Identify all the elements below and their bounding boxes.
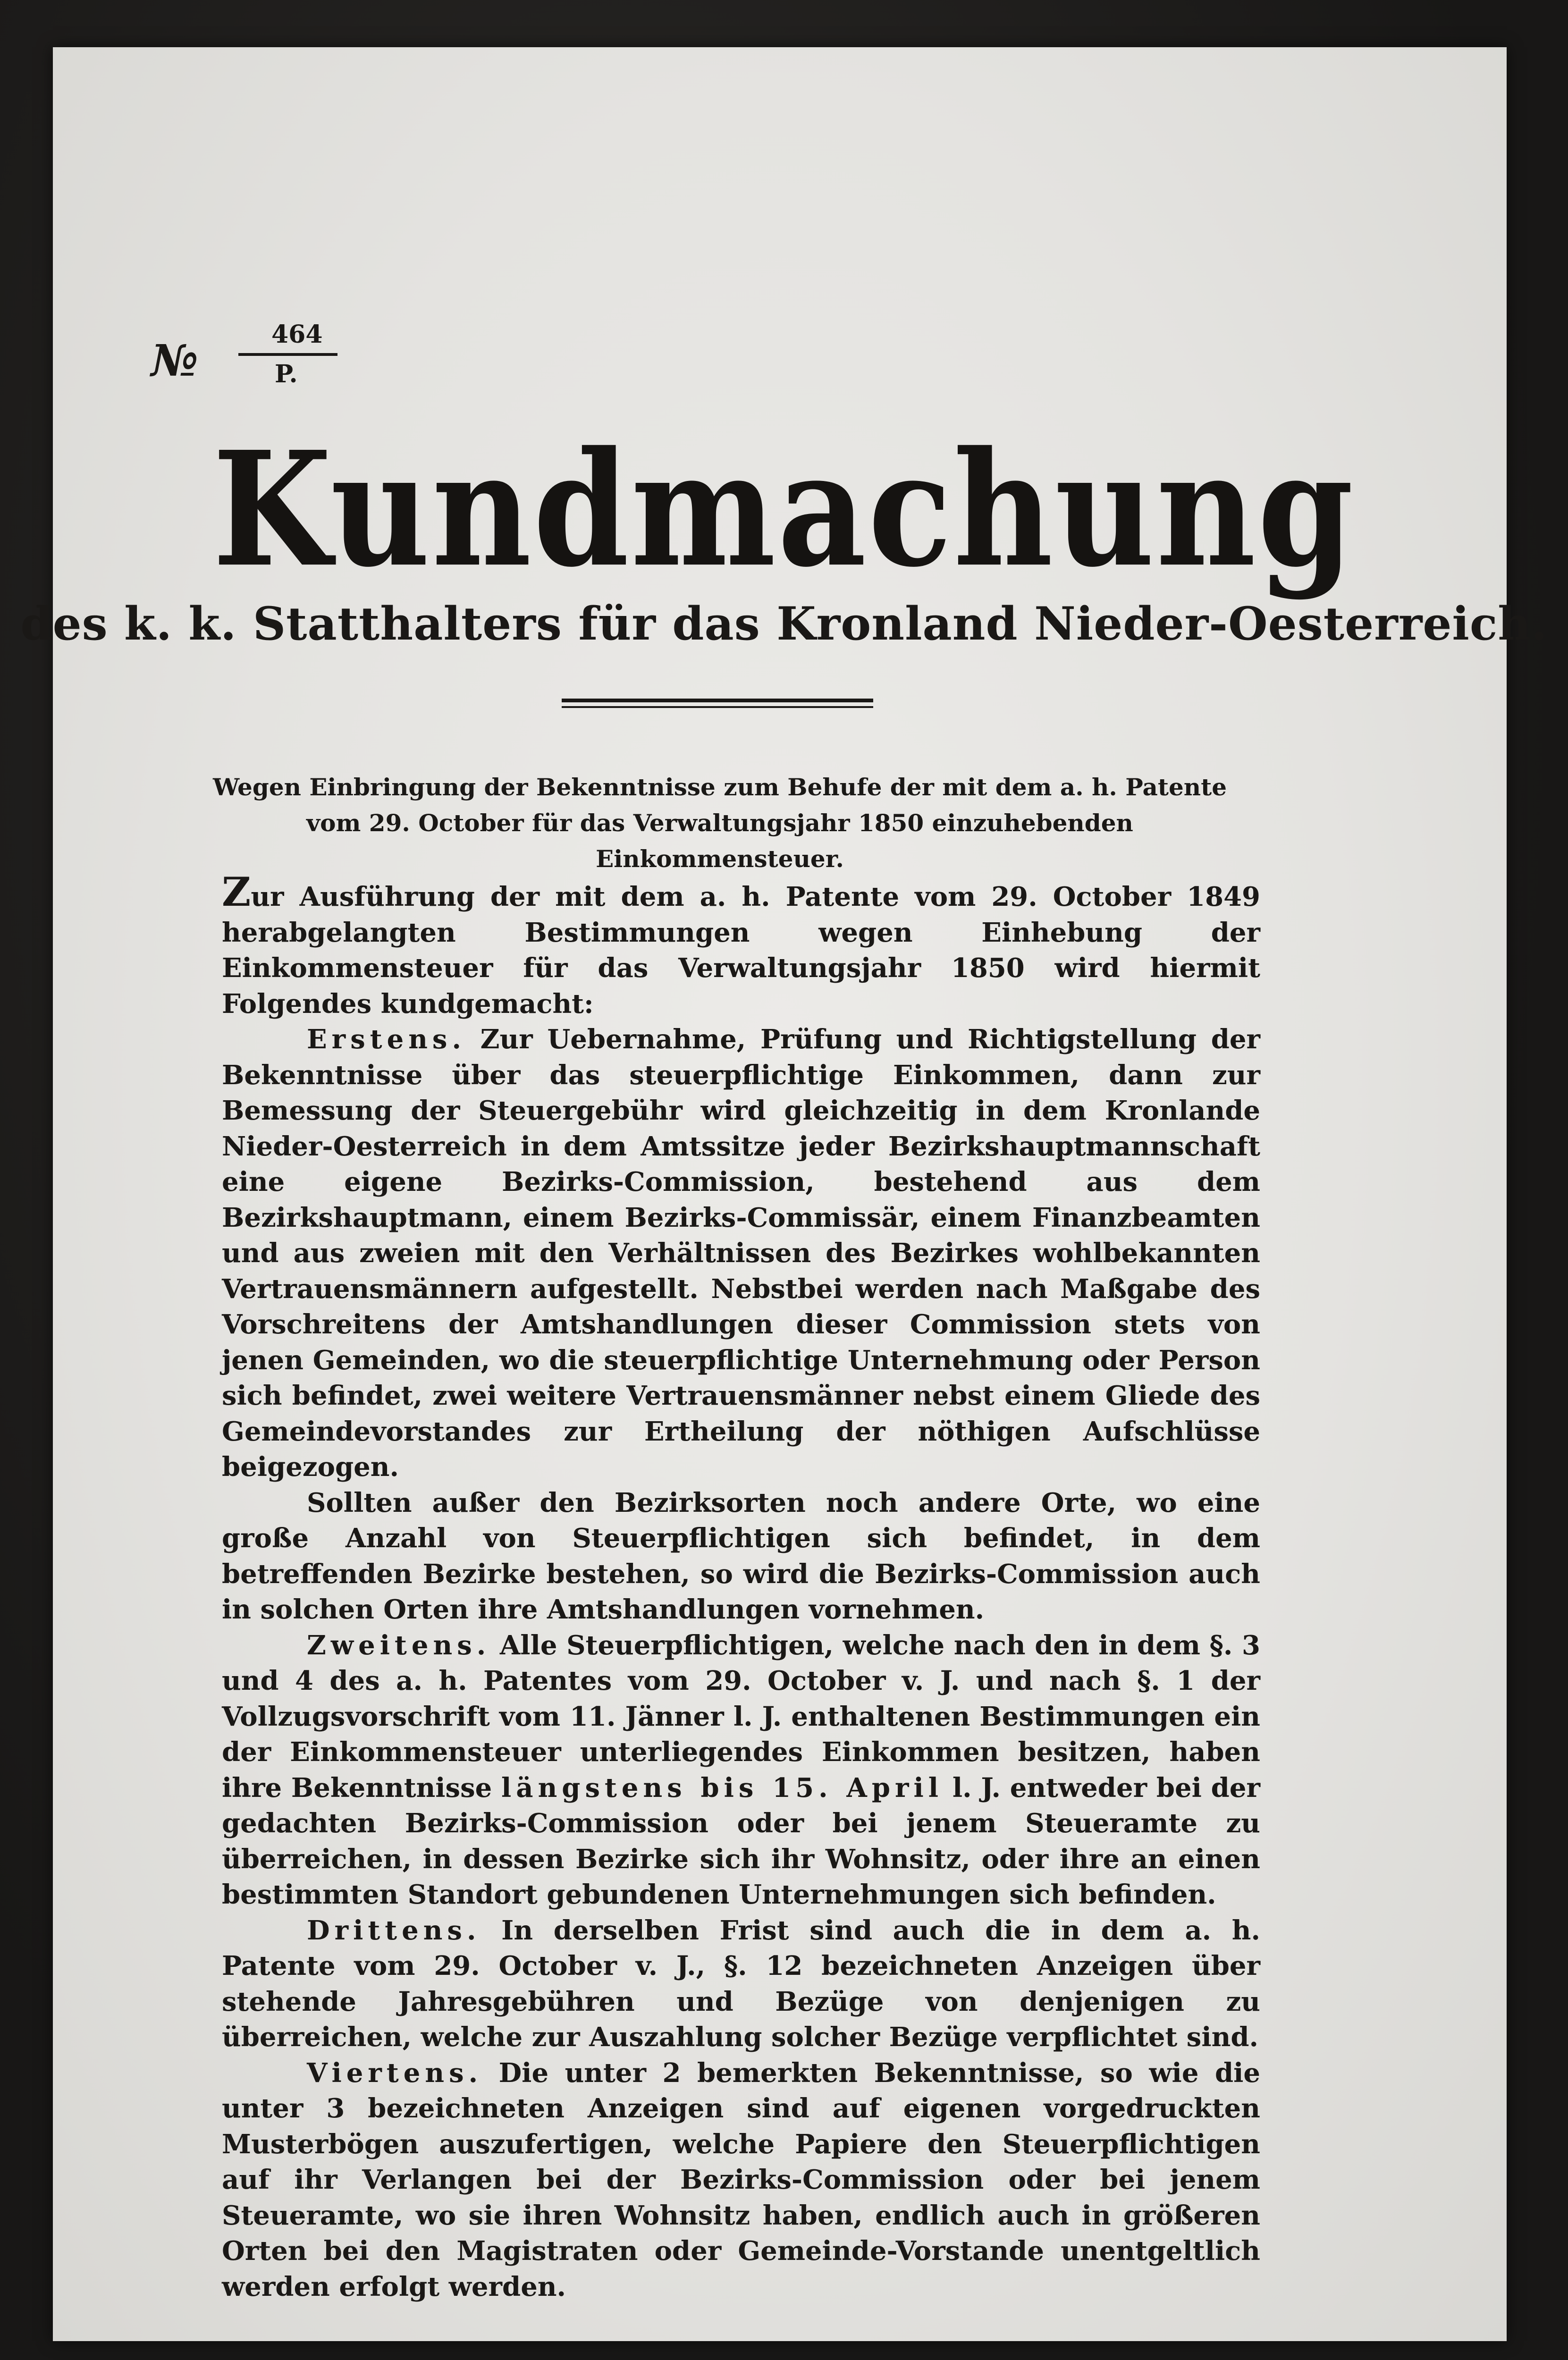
number-sign: № <box>151 335 198 386</box>
section-heading: Zweitens. <box>307 1629 491 1661</box>
body-text <box>222 868 1261 2305</box>
deadline-emphasis: längstens bis 15. April <box>501 1772 944 1804</box>
initial-letter: Z <box>222 868 251 915</box>
subject-note: Wegen Einbringung der Bekenntnisse zum Behufe der mit dem a. h. Patente vom 29. October für das Verwaltungsjahr 1850 einzuhebenden Einkommensteuer. <box>212 773 1227 873</box>
section-second <box>222 1628 1260 1913</box>
number-suffix: P. <box>275 360 298 388</box>
section-third <box>222 1913 1260 2056</box>
section-heading: Viertens. <box>307 2057 483 2089</box>
section-text: Sollten außer den Bezirksorten noch andere Orte, wo eine große Anzahl von Steuerpflichtigen sich befindet, in dem betreffenden Bezirke bestehen, so wird die Bezirks-Commission auch in solchen Orten ihre Amtshandlungen vornehmen. <box>222 1487 1260 1625</box>
section-text: In derselben Frist sind auch die in dem a. h. Patente vom 29. October v. J., §. 12 bezeichneten Anzeigen über stehende Jahresgebühren und Bezüge von denjenigen zu überreichen, welche zur Auszahlung solcher Bezüge verpflichtet sind. <box>222 1914 1261 2053</box>
document-number <box>151 316 349 396</box>
section-fourth <box>222 2056 1260 2305</box>
number-rule <box>238 353 337 356</box>
title-divider <box>562 699 873 711</box>
number-value: 464 <box>271 320 323 349</box>
section-text: Zur Uebernahme, Prüfung und Richtigstellung der Bekenntnisse über das steuerpflichtige Einkommen, dann zur Bemessung der Steuergebühr wird gleichzeitig in dem Kronlande Nieder-Oesterreich in dem Amtssitze jeder Bezirkshauptmannschaft eine eigene Bezirks-Commission, bestehend aus dem Bezirkshauptmann, einem Bezirks-Commissär, einem Finanzbeamten und aus zweien mit den Verhältnissen des Bezirkes wohlbekannten Vertrauensmännern aufgestellt. Nebstbei werden nach Maßgabe des Vorschreitens der Amtshandlungen dieser Commission stets von jenen Gemeinden, wo die steuerpflichtige Unternehmung oder Person sich befindet, zwei weitere Vertrauensmänner nebst einem Gliede des Gemeindevorstandes zur Ertheilung der nöthigen Aufschlüsse beigezogen. <box>222 1024 1261 1483</box>
section-text-after: l. J. entweder bei der gedachten Bezirks-Commission oder bei jenem Steueramte zu überreichen, in dessen Bezirke sich ihr Wohnsitz, oder ihre an einen bestimmten Standort gebundenen Unternehmungen sich befinden. <box>222 1772 1260 1910</box>
section-heading: Drittens. <box>307 1914 481 1946</box>
section-text: Die unter 2 bemerkten Bekenntnisse, so wie die unter 3 bezeichneten Anzeigen sind auf eigenen vorgedruckten Musterbögen auszufertigen, welche Papiere den Steuerpflichtigen auf ihr Verlangen bei der Bezirks-Commission oder bei jenem Steueramte, wo sie ihren Wohnsitz haben, endlich auch in größeren Orten bei den Magistraten oder Gemeinde-Vorstande unentgeltlich werden erfolgt werden. <box>222 2057 1260 2302</box>
intro-text: ur Ausführung der mit dem a. h. Patente vom 29. October 1849 herabgelangten Bestimmungen wegen Einhebung der Einkommensteuer für das Verwaltungsjahr 1850 wird hiermit Folgendes kundgemacht: <box>222 881 1260 1020</box>
intro-paragraph <box>222 868 1260 1022</box>
page-title: Kundmachung <box>212 417 1356 602</box>
section-heading: Erstens. <box>307 1024 466 1055</box>
section-first-continued <box>222 1485 1260 1628</box>
section-text: Alle Steuerpflichtigen, welche nach den in dem §. 3 und 4 des a. h. Patentes vom 29. October v. J. und nach §. 1 der Vollzugsvorschrift vom 11. Jänner l. J. enthaltenen Bestimmungen ein der Einkommensteuer unterliegendes Einkommen besitzen, haben ihre Bekenntnisse <box>222 1629 1260 1804</box>
subtitle: des k. k. Statthalters für das Kronland Nieder-Oesterreich. <box>20 597 1548 650</box>
section-first <box>222 1022 1260 1485</box>
bleed-through-show-through <box>978 312 1308 342</box>
